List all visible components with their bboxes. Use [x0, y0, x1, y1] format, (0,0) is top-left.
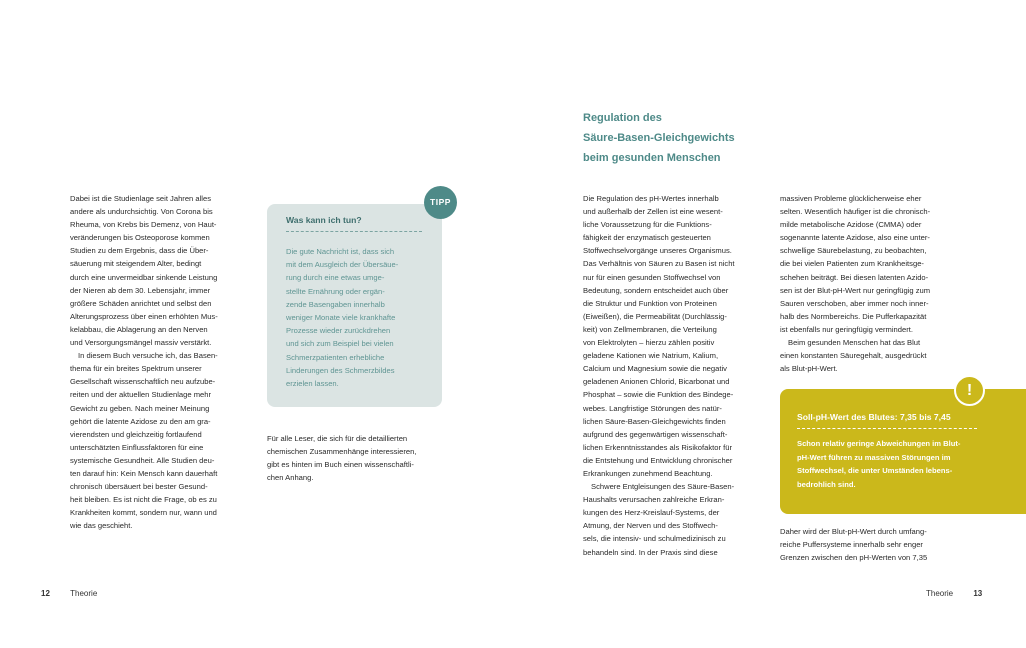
- text-line: säuerung mit steigendem Alter, bedingt: [70, 259, 202, 269]
- text-line: ist ebenfalls nur geringfügig vermindert.: [780, 324, 913, 334]
- text-line: unterschätzten Einflussfaktoren für eine: [70, 442, 204, 452]
- text-line: und Versorgungsmängel massiv verstärkt.: [70, 338, 212, 348]
- text-line: keit) von Zellmembranen, die Verteilung: [583, 324, 717, 334]
- left-page-number: 12: [41, 589, 50, 598]
- text-line: vierendsten und gleichzeitig fortlaufend: [70, 429, 202, 439]
- text-line: Schwere Entgleisungen des Säure-Basen-: [591, 482, 735, 492]
- text-line: thema für ein breites Spektrum unserer: [70, 364, 202, 374]
- paragraph: [780, 192, 960, 336]
- text-line: Linderungen des Schmerzbildes: [286, 365, 395, 375]
- warning-text: [797, 437, 993, 491]
- text-line: Stoffwechselvorgänge unseres Organismus.: [583, 246, 732, 256]
- text-line: reiche Puffersysteme innerhalb sehr enger: [780, 540, 923, 550]
- text-line: gehört die latente Azidose zu den am gra-: [70, 416, 211, 426]
- text-line: webes. Langfristige Störungen des natür-: [583, 403, 722, 413]
- tip-divider: [286, 231, 422, 232]
- text-line: die Entstehung und Entwicklung chronischer: [583, 455, 733, 465]
- text-line: pH-Wert führen zu massiven Störungen im: [797, 452, 951, 462]
- text-line: Grenzen zwischen den pH-Werten von 7,35: [780, 553, 928, 563]
- text-line: aufgrund des gegenwärtigen wissenschaft-: [583, 429, 728, 439]
- text-line: als Blut-pH-Wert.: [780, 364, 838, 374]
- right-footer-section: Theorie: [926, 589, 954, 598]
- right-footer: [926, 589, 982, 598]
- text-line: Alterungsprozess über einen erhöhten Mus-: [70, 311, 218, 321]
- text-line: gibt es hinten im Buch einen wissenschaftli-: [267, 460, 414, 470]
- text-line: Erkrankungen zunehmend Beachtung.: [583, 468, 713, 478]
- text-line: sogenannte latente Azidose, also eine unter-: [780, 233, 930, 243]
- text-line: heit bleiben. Es ist nicht die Frage, ob es zu: [70, 495, 217, 505]
- text-line: die bei vielen Patienten zum Krankheitsge-: [780, 259, 924, 269]
- text-line: Schon relativ geringe Abweichungen im Blut-: [797, 439, 961, 448]
- left-body-column-1: [70, 192, 242, 532]
- text-line: Prozesse wieder zurückdrehen: [286, 326, 391, 336]
- text-line: systemische Gesundheit. Alle Studien deu-: [70, 455, 215, 465]
- text-line: Dabei ist die Studienlage seit Jahren alles: [70, 194, 211, 203]
- text-line: stellte Ernährung oder ergän-: [286, 286, 385, 296]
- text-line: ten darauf hin: Kein Mensch kann dauerhaft: [70, 468, 218, 478]
- warning-divider: [797, 428, 977, 429]
- text-line: Phosphat – sowie die Funktion des Bindege-: [583, 390, 734, 400]
- text-line: chen Anhang.: [267, 473, 314, 483]
- text-line: Calcium und Magnesium sowie die negativ: [583, 364, 727, 374]
- left-body-column-2: [267, 432, 447, 484]
- text-line: liche Voraussetzung für die Funktions-: [583, 220, 712, 230]
- text-line: Sauren verschoben, aber immer noch inner-: [780, 298, 929, 308]
- text-line: der Nieren ab dem 30. Lebensjahr, immer: [70, 285, 211, 295]
- text-line: zende Basengaben innerhalb: [286, 299, 385, 309]
- text-line: Beim gesunden Menschen hat das Blut: [788, 338, 921, 348]
- text-line: halb des Normbereichs. Die Pufferkapazität: [780, 311, 927, 321]
- text-line: bedrohlich sind.: [797, 479, 856, 489]
- text-line: Die gute Nachricht ist, dass sich: [286, 247, 395, 256]
- tip-badge: TIPP: [424, 186, 457, 219]
- text-line: (Eiweißen), die Permeabilität (Durchlässig-: [583, 311, 727, 321]
- text-line: selten. Wesentlich häufiger ist die chronisch-: [780, 207, 931, 217]
- text-line: Haushalts verursachen zahlreiche Erkran-: [583, 495, 725, 505]
- paragraph: [70, 349, 242, 532]
- warning-title: Soll-pH-Wert des Blutes: 7,35 bis 7,45: [797, 412, 951, 422]
- text-line: schwellige Säurebelastung, zu beobachten,: [780, 246, 927, 256]
- text-line: weniger Monate viele krankhafte: [286, 313, 396, 323]
- text-line: einen konstanten Säuregehalt, ausgedrückt: [780, 351, 927, 361]
- text-line: rung durch eine etwas umge-: [286, 273, 385, 283]
- text-line: kungen des Herz-Kreislauf-Systems, der: [583, 508, 720, 518]
- text-line: Gesellschaft wissenschaftlich neu aufzube-: [70, 377, 216, 387]
- text-line: Bedeutung, sondern entscheidet auch über: [583, 285, 729, 295]
- text-line: Krankheiten kommt, sondern nur, wann und: [70, 508, 217, 518]
- text-line: erzielen lassen.: [286, 379, 339, 389]
- text-line: In diesem Buch versuche ich, das Basen-: [78, 351, 218, 361]
- text-line: wie das geschieht.: [70, 521, 133, 531]
- text-line: chemischen Zusammenhänge interessieren,: [267, 447, 417, 457]
- text-line: massiven Probleme glücklicherweise eher: [780, 194, 922, 203]
- paragraph: [583, 480, 763, 559]
- text-line: Regulation des: [583, 112, 662, 124]
- text-line: Stoffwechsel, die unter Umständen lebens-: [797, 466, 953, 476]
- tip-title: Was kann ich tun?: [286, 215, 362, 225]
- text-line: Gewicht zu geben. Nach meiner Meinung: [70, 403, 210, 413]
- text-line: sels, die intensiv- und schulmedizinisch zu: [583, 534, 726, 544]
- text-line: größere Schäden anrichtet und selbst den: [70, 298, 212, 308]
- text-line: Daher wird der Blut-pH-Wert durch umfang-: [780, 527, 927, 536]
- text-line: geladenen Anionen Chlorid, Bicarbonat und: [583, 377, 730, 387]
- text-line: Rheuma, von Krebs bis Demenz, von Haut-: [70, 220, 217, 230]
- text-line: Die Regulation des pH-Wertes innerhalb: [583, 194, 719, 203]
- text-line: veränderungen bis Osteoporose kommen: [70, 233, 210, 243]
- paragraph: [583, 192, 763, 480]
- text-line: nur für einen gesunden Stoffwechsel von: [583, 272, 721, 282]
- text-line: andere als undurchsichtig. Von Corona bis: [70, 207, 213, 217]
- text-line: Atmung, der Nerven und des Stoffwech-: [583, 521, 718, 531]
- text-line: kelabbau, die Ablagerung an den Nerven: [70, 324, 208, 334]
- text-line: reiten und der aktuellen Studienlage mehr: [70, 390, 211, 400]
- text-line: milde metabolische Azidose (CMMA) oder: [780, 220, 922, 230]
- text-line: Für alle Leser, die sich für die detaillierten: [267, 434, 408, 443]
- text-line: schehen beiträgt. Bei diesen latenten Azido-: [780, 272, 929, 282]
- text-line: behandeln sind. In der Praxis sind diese: [583, 547, 718, 557]
- text-line: und außerhalb der Zellen ist eine wesent-: [583, 207, 723, 217]
- text-line: lichen Säure-Basen-Gleichgewichts finden: [583, 416, 726, 426]
- text-line: beim gesunden Menschen: [583, 152, 721, 164]
- text-line: lichen Erkenntnisstandes als Risikofaktor für: [583, 442, 732, 452]
- text-line: durch eine unvermeidbar sinkende Leistung: [70, 272, 218, 282]
- text-line: sen ist der Blut-pH-Wert nur geringfügig zum: [780, 285, 931, 295]
- exclamation-icon: !: [954, 375, 985, 406]
- text-line: die Struktur und Funktion von Proteinen: [583, 298, 717, 308]
- text-line: Studien zu dem Ergebnis, dass die Über-: [70, 246, 209, 256]
- text-line: Säure-Basen-Gleichgewichts: [583, 132, 735, 144]
- text-line: Das Verhältnis von Säuren zu Basen ist nicht: [583, 259, 735, 269]
- right-page-number: 13: [973, 589, 983, 598]
- text-line: mit dem Ausgleich der Übersäue-: [286, 260, 399, 270]
- text-line: geladene Kationen wie Natrium, Kalium,: [583, 351, 719, 361]
- tip-text: [286, 245, 434, 390]
- text-line: Schmerzpatienten erhebliche: [286, 352, 385, 362]
- section-heading: [583, 108, 783, 168]
- text-line: fähigkeit der enzymatisch gesteuerten: [583, 233, 711, 243]
- right-body-column-2: [780, 192, 960, 375]
- text-line: chronisch übersäuert bei bester Gesund-: [70, 482, 208, 492]
- right-body-column-2-continued: [780, 525, 960, 564]
- paragraph: [780, 336, 960, 375]
- left-footer-section: Theorie: [70, 589, 98, 598]
- left-footer: [41, 589, 97, 598]
- paragraph: [70, 192, 242, 349]
- text-line: von Elektrolyten – hierzu zählen positiv: [583, 338, 715, 348]
- right-body-column-1: [583, 192, 763, 559]
- text-line: und sich zum Beispiel bei vielen: [286, 339, 394, 349]
